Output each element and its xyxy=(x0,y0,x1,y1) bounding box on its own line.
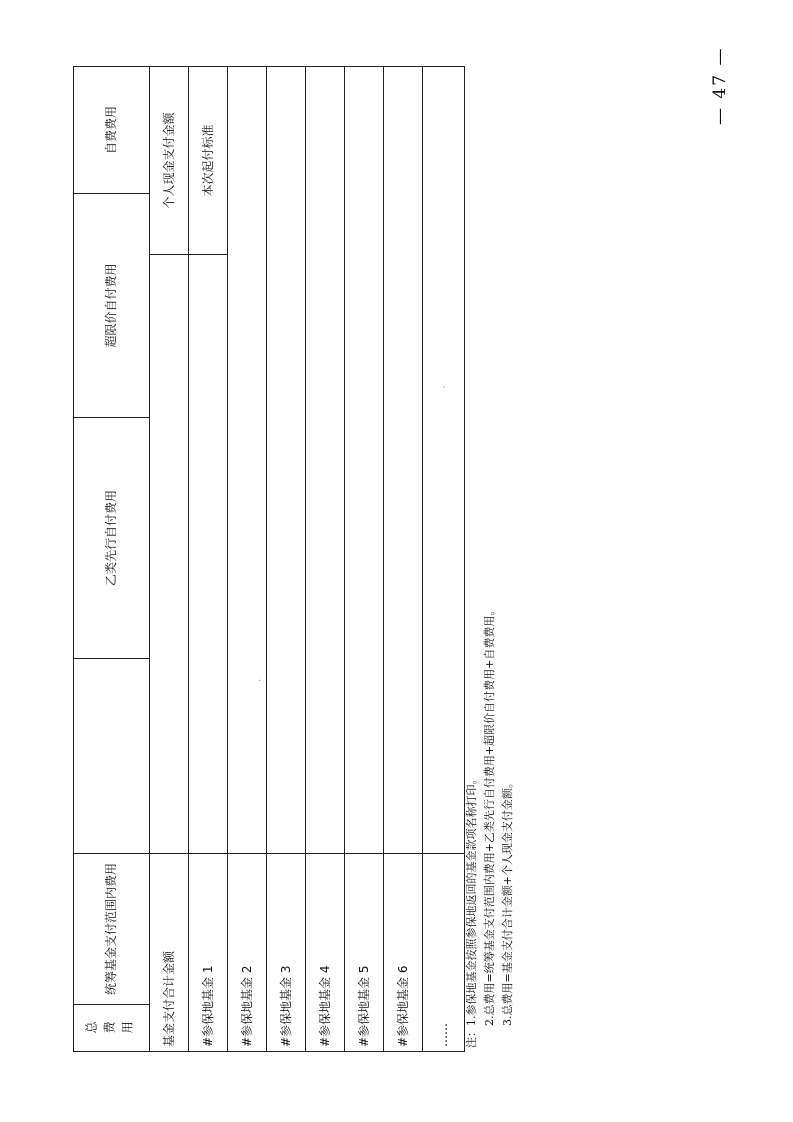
header-self-paid-cell xyxy=(74,66,150,193)
table-row xyxy=(423,66,465,1051)
row-label-cell xyxy=(228,853,267,1051)
row-extra-cell xyxy=(150,66,189,254)
note-prefix: 注： xyxy=(465,1026,478,1048)
header-empty-cell xyxy=(74,658,150,853)
table-row xyxy=(345,66,384,1051)
fund-1-label: #参保地基金 1 xyxy=(200,965,215,1047)
scan-speck: ˋ xyxy=(442,386,447,397)
note-1: 注：1.参保地基金按照参保地返回的基金款项名称打印。 xyxy=(465,773,478,1048)
header-row xyxy=(74,66,150,1051)
header-pool-in-scope: 统筹基金支付范围内费用 xyxy=(104,862,119,995)
row-empty-cell xyxy=(267,66,306,853)
row-label-cell xyxy=(306,853,345,1051)
fund-4-label: #参保地基金 4 xyxy=(317,965,332,1047)
row-label-cell xyxy=(345,853,384,1051)
row-empty-cell xyxy=(189,254,228,853)
fund-total-label: 基金支付合计金额 xyxy=(161,950,176,1047)
fund-5-label: #参保地基金 5 xyxy=(356,965,371,1047)
header-self-paid: 自费费用 xyxy=(104,105,119,154)
table-row xyxy=(150,66,189,1051)
row-label-cell xyxy=(150,853,189,1051)
table-row xyxy=(306,66,345,1051)
note-3: 3.总费用=基金支付合计金额+个人现金支付金额。 xyxy=(501,777,514,1026)
footnotes xyxy=(463,488,517,1048)
header-pool-cell xyxy=(74,853,150,1004)
header-over-limit-cell xyxy=(74,193,150,417)
row-label-cell xyxy=(423,853,465,1051)
table-row xyxy=(228,66,267,1051)
fund-2-label: #参保地基金 2 xyxy=(239,965,254,1047)
row-label-cell xyxy=(384,853,423,1051)
scan-speck: · xyxy=(258,676,262,687)
header-over-limit: 超限价自付费用 xyxy=(104,263,119,348)
row-extra-cell xyxy=(189,66,228,254)
table-row xyxy=(189,66,228,1051)
rotated-form xyxy=(73,67,465,1052)
table-row xyxy=(267,66,306,1051)
header-class-b: 乙类先行自付费用 xyxy=(104,489,119,586)
row-empty-cell xyxy=(228,66,267,853)
row-empty-cell xyxy=(423,66,465,853)
note-2: 2.总费用=统筹基金支付范围内费用+乙类先行自付费用+超限价自付费用+自费费用。 xyxy=(483,604,496,1026)
ellipsis-label: …… xyxy=(436,1023,451,1047)
personal-cash-label: 个人现金支付金额 xyxy=(161,112,176,209)
page-number: — 47 — xyxy=(710,46,730,125)
row-empty-cell xyxy=(384,66,423,853)
deductible-label: 本次起付标准 xyxy=(200,124,215,197)
fee-settlement-table xyxy=(73,66,465,1052)
row-label-cell xyxy=(267,853,306,1051)
fund-3-label: #参保地基金 3 xyxy=(278,965,293,1047)
row-empty-cell xyxy=(345,66,384,853)
table-row xyxy=(384,66,423,1051)
row-empty-cell xyxy=(150,254,189,853)
fund-6-label: #参保地基金 6 xyxy=(395,965,410,1047)
row-empty-cell xyxy=(306,66,345,853)
header-class-b-cell xyxy=(74,417,150,658)
row-label-cell xyxy=(189,853,228,1051)
header-total: 总费用 xyxy=(84,1020,139,1035)
header-total-cell xyxy=(74,1005,150,1052)
